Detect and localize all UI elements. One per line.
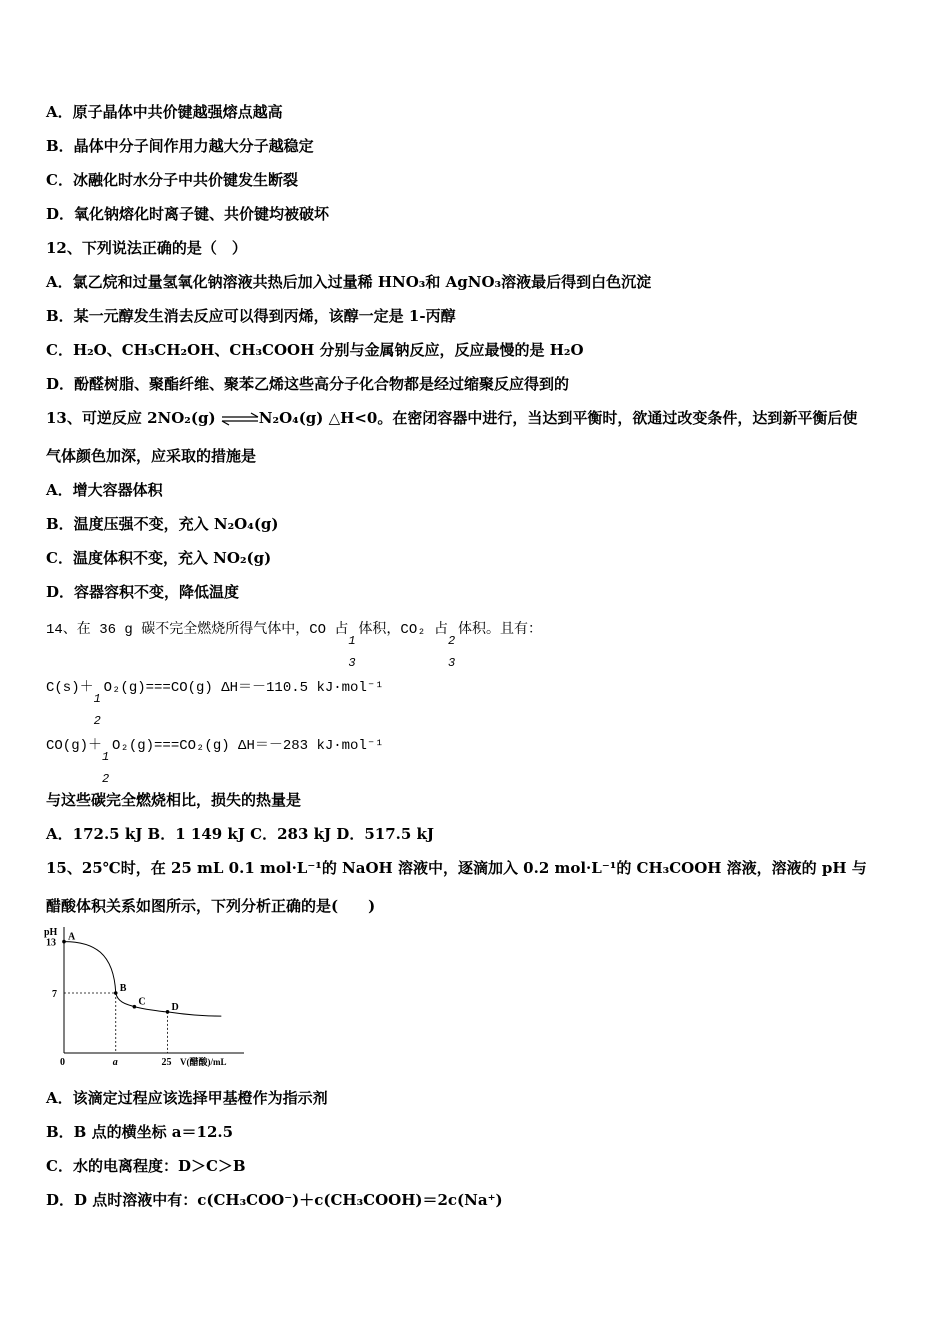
q13-stem-line2: 气体颜色加深，应采取的措施是 [46,447,257,465]
q12-option-c: C．H₂O、CH₃CH₂OH、CH₃COOH 分别与金属钠反应，反应最慢的是 H₂O [46,341,584,359]
frac-num: 1 [348,634,356,648]
q14-stem [46,620,543,670]
q14-question: 与这些碳完全燃烧相比，损失的热量是 [46,791,302,809]
point-a [62,940,66,944]
q11-option-a: A．原子晶体中共价键越强熔点越高 [46,103,283,121]
q13-option-c: C．温度体积不变，充入 NO₂(g) [46,549,272,567]
q11-option-b: B．晶体中分子间作用力越大分子越稳定 [46,137,314,155]
eq1-post: O₂(g)===CO(g) ΔH＝－110.5 kJ·mol⁻¹ [103,680,384,696]
q15-stem-line2: 醋酸体积关系如图所示，下列分析正确的是( ) [46,897,376,915]
q14-stem-a: 14、在 36 g 碳不完全燃烧所得气体中，CO 占 [46,622,349,638]
q15-option-c: C．水的电离程度：D＞C＞B [46,1157,246,1175]
q13-option-a: A．增大容器体积 [46,481,163,499]
point-d [166,1010,170,1014]
q12-option-b: B．某一元醇发生消去反应可以得到丙烯，该醇一定是 1-丙醇 [46,307,456,325]
point-label-d: D [171,1001,179,1013]
point-c [133,1005,137,1009]
q11-option-d: D．氧化钠熔化时离子键、共价键均被破坏 [46,205,330,223]
eq2-pre: CO(g)＋ [46,738,103,754]
q13-stem [46,408,857,428]
q14-equation-2 [46,736,384,786]
q15-stem-line1: 15、25℃时，在 25 mL 0.1 mol·L⁻¹的 NaOH 溶液中，逐滴加入 0.2 mol·L⁻¹的 CH₃COOH 溶液，溶液的 pH 与 [46,859,867,877]
frac-num: 1 [93,692,101,706]
y-tick-13: 13 [46,937,56,949]
q12-option-a: A．氯乙烷和过量氢氧化钠溶液共热后加入过量稀 HNO₃和 AgNO₃溶液最后得到白色沉淀 [46,273,652,291]
eq2-post: O₂(g)===CO₂(g) ΔH＝－283 kJ·mol⁻¹ [112,738,384,754]
ph-titration-chart [40,925,260,1075]
frac-den: 2 [102,772,110,786]
q13-stem-post: N₂O₄(g) △H<0。在密闭容器中进行，当达到平衡时，欲通过改变条件，达到新平衡后使 [258,409,858,427]
q12-stem: 12、下列说法正确的是（ ） [46,239,247,257]
x-tick-25: 25 [161,1057,172,1068]
q15-option-b: B．B 点的横坐标 a＝12.5 [46,1123,234,1141]
frac-den: 2 [93,714,101,728]
point-b [114,991,118,995]
y-tick-7: 7 [52,989,57,1000]
frac-num: 1 [102,750,110,764]
q15-option-a: A．该滴定过程应该选择甲基橙作为指示剂 [46,1089,328,1107]
frac-den: 3 [448,656,456,670]
x-axis-label: V(醋酸)/mL [180,1057,227,1067]
frac-den: 3 [348,656,356,670]
q13-option-b: B．温度压强不变，充入 N₂O₄(g) [46,515,279,533]
x-tick-0: 0 [60,1057,65,1068]
q13-option-d: D．容器容积不变，降低温度 [46,583,240,601]
x-tick-a: a [112,1057,118,1068]
q13-stem-pre: 13、可逆反应 2NO₂(g) [46,409,221,427]
q14-equation-1 [46,678,384,728]
frac-num: 2 [448,634,456,648]
point-label-b: B [119,983,127,994]
equilibrium-arrow-icon [221,412,259,426]
point-label-c: C [138,996,146,1008]
q11-option-c: C．冰融化时水分子中共价键发生断裂 [46,171,298,189]
q15-option-d: D．D 点时溶液中有：c(CH₃COO⁻)＋c(CH₃COOH)＝2c(Na⁺) [46,1191,503,1209]
y-axis-label: pH [44,927,58,938]
q14-options: A．172.5 kJ B．1 149 kJ C．283 kJ D．517.5 kJ [46,825,435,843]
q14-stem-c: 体积。且有： [458,622,543,638]
eq1-pre: C(s)＋ [46,680,94,696]
q14-stem-b: 体积，CO₂ 占 [358,622,449,638]
point-label-a: A [68,931,76,943]
q12-option-d: D．酚醛树脂、聚酯纤维、聚苯乙烯这些高分子化合物都是经过缩聚反应得到的 [46,375,570,393]
